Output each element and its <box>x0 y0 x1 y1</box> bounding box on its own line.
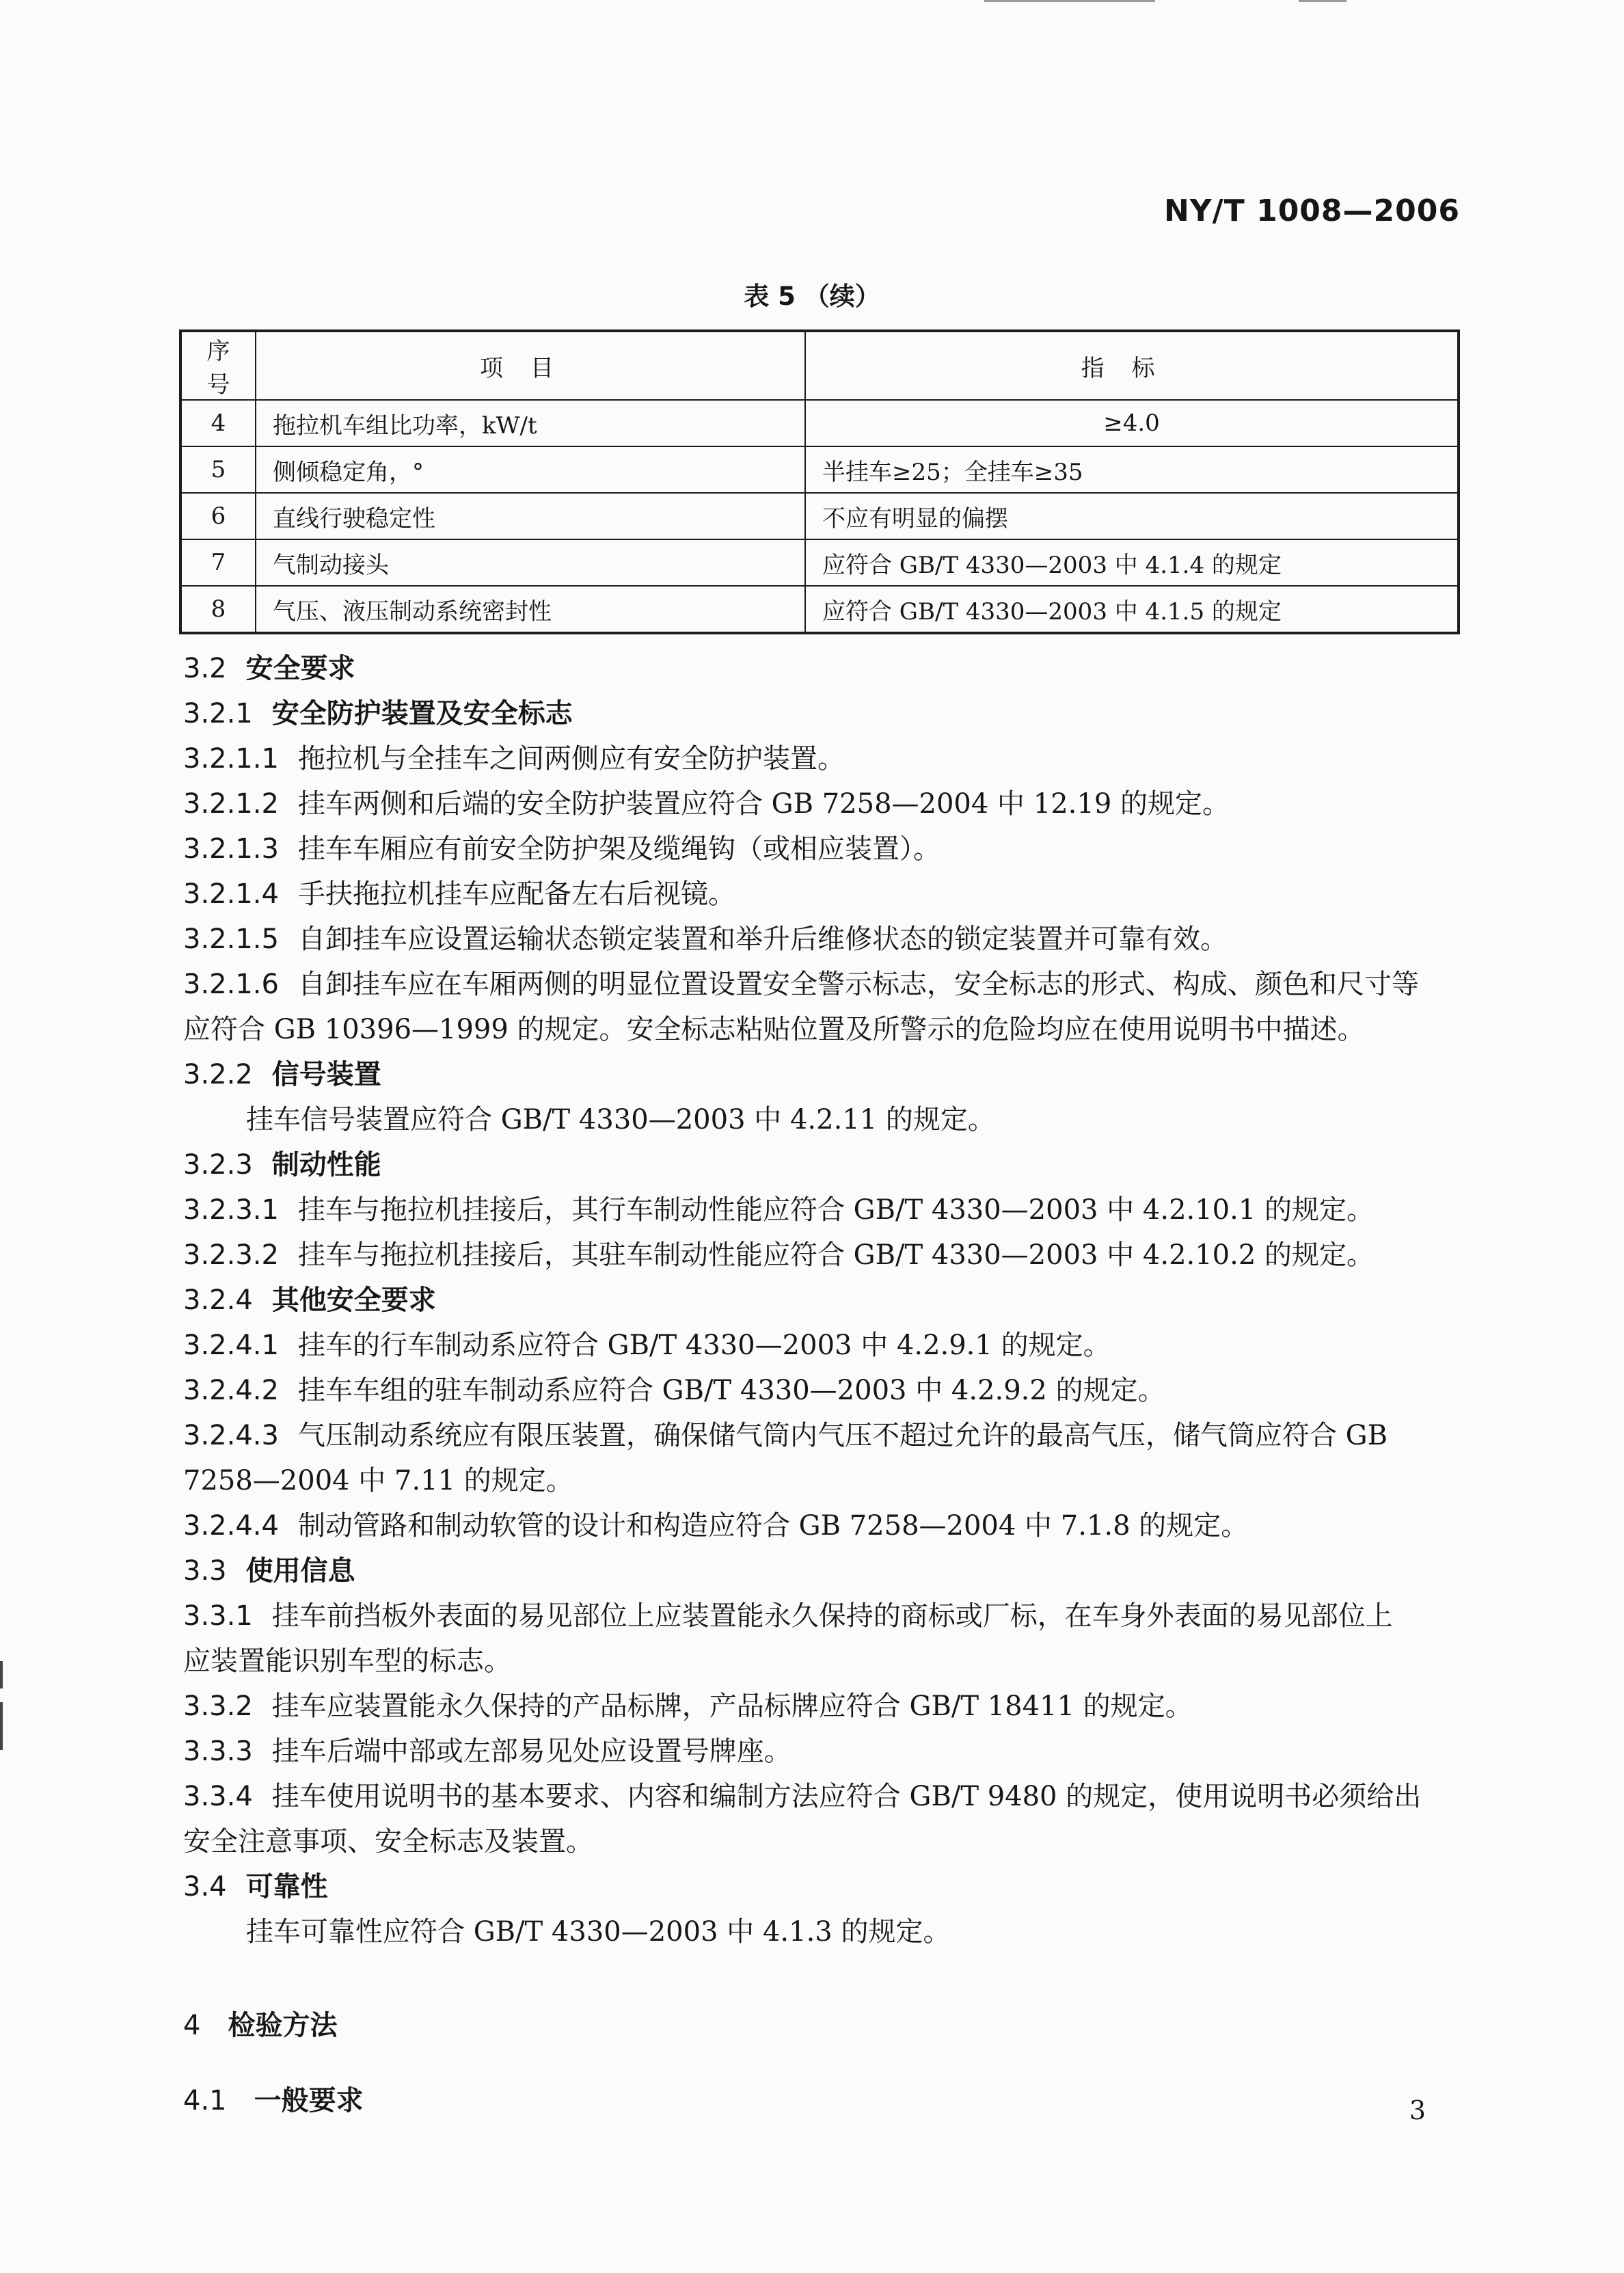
row-item: 直线行驶稳定性 <box>256 493 805 539</box>
clause-number: 3.2.1.2 <box>183 788 279 820</box>
table-header-row <box>180 331 1459 400</box>
row-value: 应符合 GB/T 4330—2003 中 4.1.5 的规定 <box>805 586 1459 633</box>
clause-continuation: 应符合 GB 10396—1999 的规定。安全标志粘贴位置及所警示的危险均应在使用说明书中描述。 <box>183 1014 1365 1045</box>
section-title: 一般要求 <box>254 2085 364 2116</box>
clause-number: 3.2.4.3 <box>183 1420 279 1451</box>
section-heading <box>183 691 1461 736</box>
clause-number: 3.3.2 <box>183 1691 253 1722</box>
section-title: 可靠性 <box>245 1871 328 1902</box>
top-rule-left <box>984 0 1155 2</box>
chapter-title: 检验方法 <box>228 2010 338 2041</box>
row-item: 侧倾稳定角，° <box>256 446 805 493</box>
clause-number: 3.2.4.1 <box>183 1330 279 1361</box>
section-heading <box>183 1278 1461 1323</box>
row-item: 气压、液压制动系统密封性 <box>256 586 805 633</box>
table-row <box>180 539 1459 586</box>
clause-text: 制动管路和制动软管的设计和构造应符合 GB 7258—2004 中 7.1.8 的规定。 <box>297 1510 1249 1542</box>
chapter-4-heading <box>183 2003 1461 2048</box>
table-row <box>180 400 1459 446</box>
row-value: 应符合 GB/T 4330—2003 中 4.1.4 的规定 <box>805 539 1459 586</box>
clause <box>183 1774 1461 1819</box>
clause <box>183 1233 1461 1278</box>
clause-number: 3.2.3.2 <box>183 1239 279 1271</box>
clause-number: 3.2.1.4 <box>183 878 279 910</box>
table-row <box>180 446 1459 493</box>
row-no: 7 <box>180 539 256 586</box>
section-number: 3.2.1 <box>183 698 253 729</box>
section-heading <box>183 1548 1461 1593</box>
section-number: 3.4 <box>183 1871 227 1902</box>
section-number: 3.3 <box>183 1555 227 1587</box>
row-item: 拖拉机车组比功率，kW/t <box>256 400 805 446</box>
header-value: 指标 <box>805 331 1459 400</box>
clause <box>183 1503 1461 1548</box>
clause-text: 自卸挂车应设置运输状态锁定装置和举升后维修状态的锁定装置并可靠有效。 <box>297 924 1228 955</box>
table-row <box>180 586 1459 633</box>
subsection-4-1-heading <box>183 2078 1461 2123</box>
standard-id-header: NY/T 1008—2006 <box>1163 193 1460 228</box>
clause-number: 3.2.3.1 <box>183 1194 279 1226</box>
clause-number: 3.2.4.2 <box>183 1375 279 1406</box>
section-heading <box>183 646 1461 691</box>
clause-text: 挂车前挡板外表面的易见部位上应装置能永久保持的商标或厂标，在车身外表面的易见部位上 <box>271 1600 1393 1632</box>
header-item: 项目 <box>256 331 805 400</box>
clause-text: 手扶拖拉机挂车应配备左右后视镜。 <box>297 878 735 910</box>
clause-number: 3.3.3 <box>183 1736 253 1767</box>
clause-text: 气压制动系统应有限压装置，确保储气筒内气压不超过允许的最高气压，储气筒应符合 GB <box>297 1420 1388 1451</box>
body-text <box>183 646 1461 1954</box>
clause-continuation: 7258—2004 中 7.11 的规定。 <box>183 1465 573 1496</box>
clause-number: 3.3.1 <box>183 1600 253 1632</box>
section-heading <box>183 1052 1461 1097</box>
header-no: 序号 <box>180 331 256 400</box>
clause-text: 挂车车厢应有前安全防护架及缆绳钩（或相应装置）。 <box>297 833 940 865</box>
clause-text: 挂车使用说明书的基本要求、内容和编制方法应符合 GB/T 9480 的规定，使用说明书必须给出 <box>271 1781 1422 1812</box>
margin-mark <box>0 1702 3 1750</box>
section-title: 信号装置 <box>271 1059 381 1090</box>
section-heading <box>183 2078 1461 2123</box>
clause <box>183 917 1461 962</box>
page-number: 3 <box>1409 2095 1426 2125</box>
clause-number: 3.3.4 <box>183 1781 253 1812</box>
section-title: 安全要求 <box>245 653 355 684</box>
clause <box>183 1323 1461 1368</box>
section-number: 3.2.2 <box>183 1059 253 1090</box>
row-no: 8 <box>180 586 256 633</box>
spec-table <box>179 329 1460 634</box>
clause-number: 3.2.1.6 <box>183 969 279 1000</box>
clause-text: 拖拉机与全挂车之间两侧应有安全防护装置。 <box>297 743 845 775</box>
clause <box>183 872 1461 917</box>
clause <box>183 781 1461 826</box>
clause <box>183 1368 1461 1413</box>
clause <box>183 1684 1461 1729</box>
chapter-heading <box>183 2003 1461 2048</box>
table-row <box>180 493 1459 539</box>
clause-text: 挂车应装置能永久保持的产品标牌，产品标牌应符合 GB/T 18411 的规定。 <box>271 1691 1193 1722</box>
clause-text: 挂车两侧和后端的安全防护装置应符合 GB 7258—2004 中 12.19 的规定。 <box>297 788 1230 820</box>
clause-text: 挂车车组的驻车制动系应符合 GB/T 4330—2003 中 4.2.9.2 的规定。 <box>297 1375 1165 1406</box>
section-number: 3.2.3 <box>183 1149 253 1181</box>
clause-number: 3.2.4.4 <box>183 1510 279 1542</box>
section-number: 3.2.4 <box>183 1285 253 1316</box>
section-title: 制动性能 <box>271 1149 381 1181</box>
paragraph: 挂车可靠性应符合 GB/T 4330—2003 中 4.1.3 的规定。 <box>246 1916 951 1948</box>
row-value: 半挂车≥25；全挂车≥35 <box>805 446 1459 493</box>
clause <box>183 826 1461 872</box>
section-title: 安全防护装置及安全标志 <box>271 698 573 729</box>
chapter-number: 4 <box>183 2010 201 2041</box>
clause-text: 挂车的行车制动系应符合 GB/T 4330—2003 中 4.2.9.1 的规定。 <box>297 1330 1111 1361</box>
row-no: 6 <box>180 493 256 539</box>
clause-number: 3.2.1.5 <box>183 924 279 955</box>
row-item: 气制动接头 <box>256 539 805 586</box>
clause-text: 挂车与拖拉机挂接后，其驻车制动性能应符合 GB/T 4330—2003 中 4.2.10.2 的规定。 <box>297 1239 1375 1271</box>
top-rule-right <box>1299 0 1346 2</box>
clause <box>183 1413 1461 1458</box>
clause-text: 自卸挂车应在车厢两侧的明显位置设置安全警示标志，安全标志的形式、构成、颜色和尺寸等 <box>297 969 1419 1000</box>
clause <box>183 1729 1461 1774</box>
clause-number: 3.2.1.3 <box>183 833 279 865</box>
margin-mark <box>0 1661 3 1689</box>
clause <box>183 1593 1461 1639</box>
row-no: 4 <box>180 400 256 446</box>
section-number: 4.1 <box>183 2085 227 2116</box>
section-number: 3.2 <box>183 653 227 684</box>
section-title: 其他安全要求 <box>271 1285 436 1316</box>
clause <box>183 1187 1461 1233</box>
paragraph: 挂车信号装置应符合 GB/T 4330—2003 中 4.2.11 的规定。 <box>246 1104 995 1135</box>
table-caption: 表 5 （续） <box>744 282 880 311</box>
clause-text: 挂车与拖拉机挂接后，其行车制动性能应符合 GB/T 4330—2003 中 4.2.10.1 的规定。 <box>297 1194 1375 1226</box>
section-heading <box>183 1142 1461 1187</box>
clause-text: 挂车后端中部或左部易见处应设置号牌座。 <box>271 1736 791 1767</box>
clause-continuation: 安全注意事项、安全标志及装置。 <box>183 1826 593 1857</box>
row-no: 5 <box>180 446 256 493</box>
row-value: 不应有明显的偏摆 <box>805 493 1459 539</box>
clause-continuation: 应装置能识别车型的标志。 <box>183 1645 511 1677</box>
row-value: ≥4.0 <box>805 400 1459 446</box>
clause-number: 3.2.1.1 <box>183 743 279 775</box>
section-heading <box>183 1864 1461 1909</box>
clause <box>183 962 1461 1007</box>
section-title: 使用信息 <box>245 1555 355 1587</box>
clause <box>183 736 1461 781</box>
